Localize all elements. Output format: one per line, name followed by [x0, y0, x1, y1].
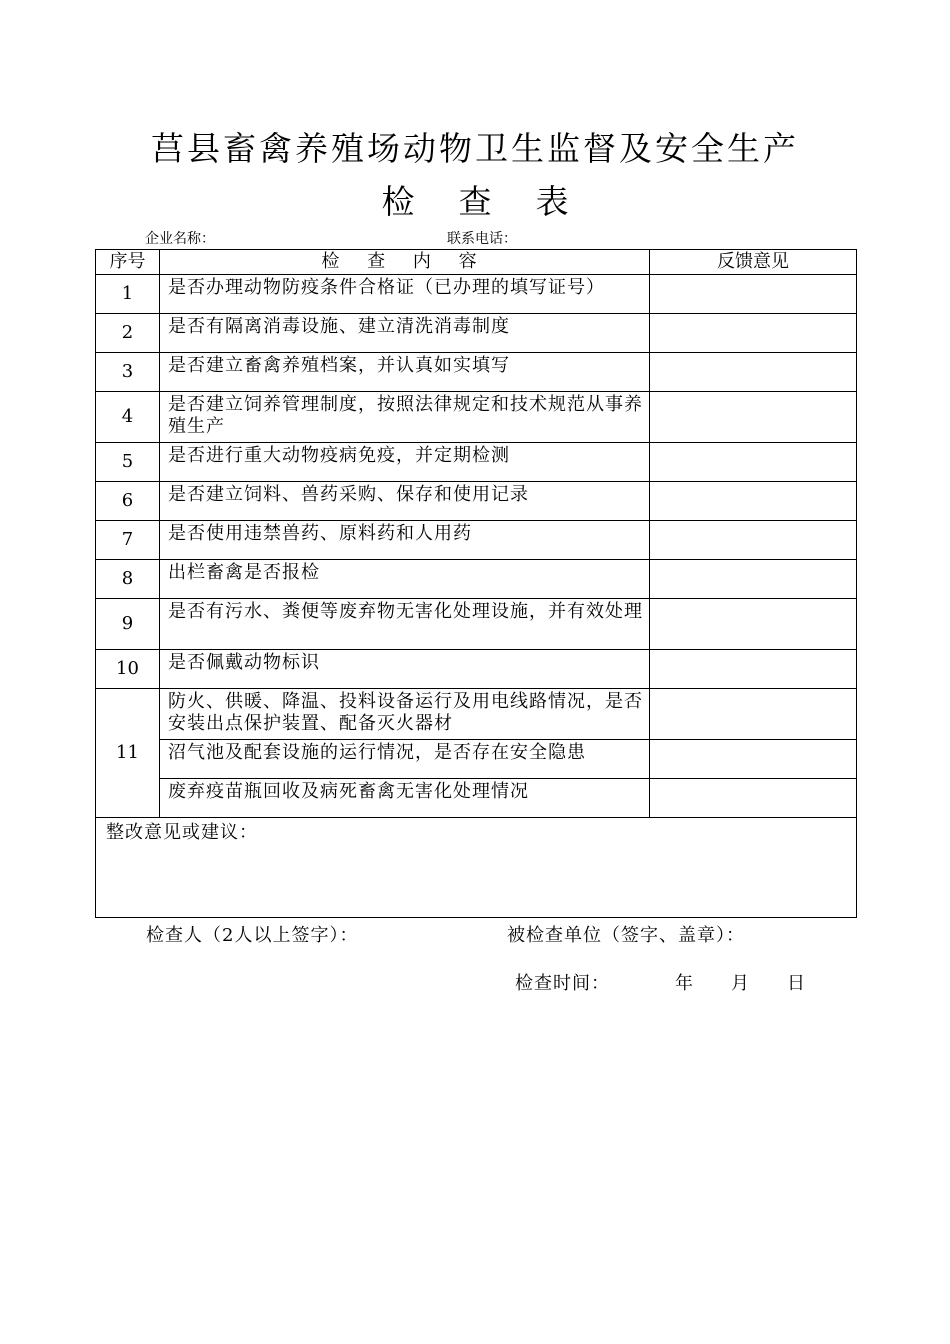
table-row	[96, 650, 857, 689]
remarks-row	[96, 818, 857, 918]
check-item: 是否办理动物防疫条件合格证（已办理的填写证号）	[160, 275, 650, 314]
remarks-label: 整改意见或建议：	[106, 822, 258, 843]
table-row	[96, 560, 857, 599]
row-number: 9	[96, 599, 160, 650]
table-row	[96, 599, 857, 650]
document-title: 莒县畜禽养殖场动物卫生监督及安全生产	[151, 129, 799, 168]
row-number: 10	[96, 650, 160, 689]
table-row	[96, 314, 857, 353]
table-row	[96, 392, 857, 443]
check-item: 废弃疫苗瓶回收及病死畜禽无害化处理情况	[160, 779, 650, 818]
check-item: 是否使用违禁兽药、原料药和人用药	[160, 521, 650, 560]
document-subtitle	[0, 180, 950, 224]
feedback-cell[interactable]	[650, 353, 857, 392]
row-number: 3	[96, 353, 160, 392]
feedback-cell[interactable]	[650, 443, 857, 482]
month-label: 月	[731, 973, 750, 994]
check-item: 是否有隔离消毒设施、建立清洗消毒制度	[160, 314, 650, 353]
row-number: 5	[96, 443, 160, 482]
feedback-cell[interactable]	[650, 521, 857, 560]
subtitle-char: 查	[458, 182, 492, 221]
table-row	[96, 353, 857, 392]
header-no: 序号	[96, 250, 160, 275]
feedback-cell[interactable]	[650, 779, 857, 818]
row-number: 4	[96, 392, 160, 443]
check-item: 出栏畜禽是否报检	[160, 560, 650, 599]
row-number: 6	[96, 482, 160, 521]
phone-label: 联系电话：	[447, 231, 517, 247]
company-name-label: 企业名称：	[145, 231, 215, 247]
feedback-cell[interactable]	[650, 650, 857, 689]
inspection-table	[95, 249, 857, 918]
table-row	[96, 689, 857, 740]
year-label: 年	[675, 973, 694, 994]
check-item: 防火、供暖、降温、投料设备运行及用电线路情况，是否安装出点保护装置、配备灭火器材	[160, 689, 650, 740]
header-content: 检 查 内 容	[160, 250, 650, 275]
inspected-unit-signature-label: 被检查单位（签字、盖章）：	[507, 925, 745, 946]
table-header-row	[96, 250, 857, 275]
check-item: 是否佩戴动物标识	[160, 650, 650, 689]
row-number: 7	[96, 521, 160, 560]
check-item: 沼气池及配套设施的运行情况，是否存在安全隐患	[160, 740, 650, 779]
header-feedback: 反馈意见	[650, 250, 857, 275]
feedback-cell[interactable]	[650, 560, 857, 599]
check-item: 是否建立饲料、兽药采购、保存和使用记录	[160, 482, 650, 521]
table-row	[96, 482, 857, 521]
feedback-cell[interactable]	[650, 275, 857, 314]
table-row	[96, 275, 857, 314]
check-item: 是否有污水、粪便等废弃物无害化处理设施，并有效处理	[160, 599, 650, 650]
check-item: 是否进行重大动物疫病免疫，并定期检测	[160, 443, 650, 482]
row-number: 8	[96, 560, 160, 599]
feedback-cell[interactable]	[650, 740, 857, 779]
table-row	[96, 521, 857, 560]
table-row	[96, 740, 857, 779]
table-row	[96, 779, 857, 818]
row-number: 1	[96, 275, 160, 314]
subtitle-char: 检	[381, 182, 415, 221]
feedback-cell[interactable]	[650, 689, 857, 740]
table-row	[96, 443, 857, 482]
feedback-cell[interactable]	[650, 599, 857, 650]
feedback-cell[interactable]	[650, 482, 857, 521]
day-label: 日	[787, 973, 806, 994]
inspector-signature-label: 检查人（2人以上签字）：	[146, 925, 359, 946]
inspection-time-label: 检查时间：	[515, 973, 610, 994]
feedback-cell[interactable]	[650, 314, 857, 353]
check-item: 是否建立饲养管理制度，按照法律规定和技术规范从事养殖生产	[160, 392, 650, 443]
row-number: 2	[96, 314, 160, 353]
check-item: 是否建立畜禽养殖档案，并认真如实填写	[160, 353, 650, 392]
remarks-cell[interactable]	[96, 818, 857, 918]
feedback-cell[interactable]	[650, 392, 857, 443]
subtitle-char: 表	[535, 182, 569, 221]
row-number: 11	[96, 689, 160, 818]
